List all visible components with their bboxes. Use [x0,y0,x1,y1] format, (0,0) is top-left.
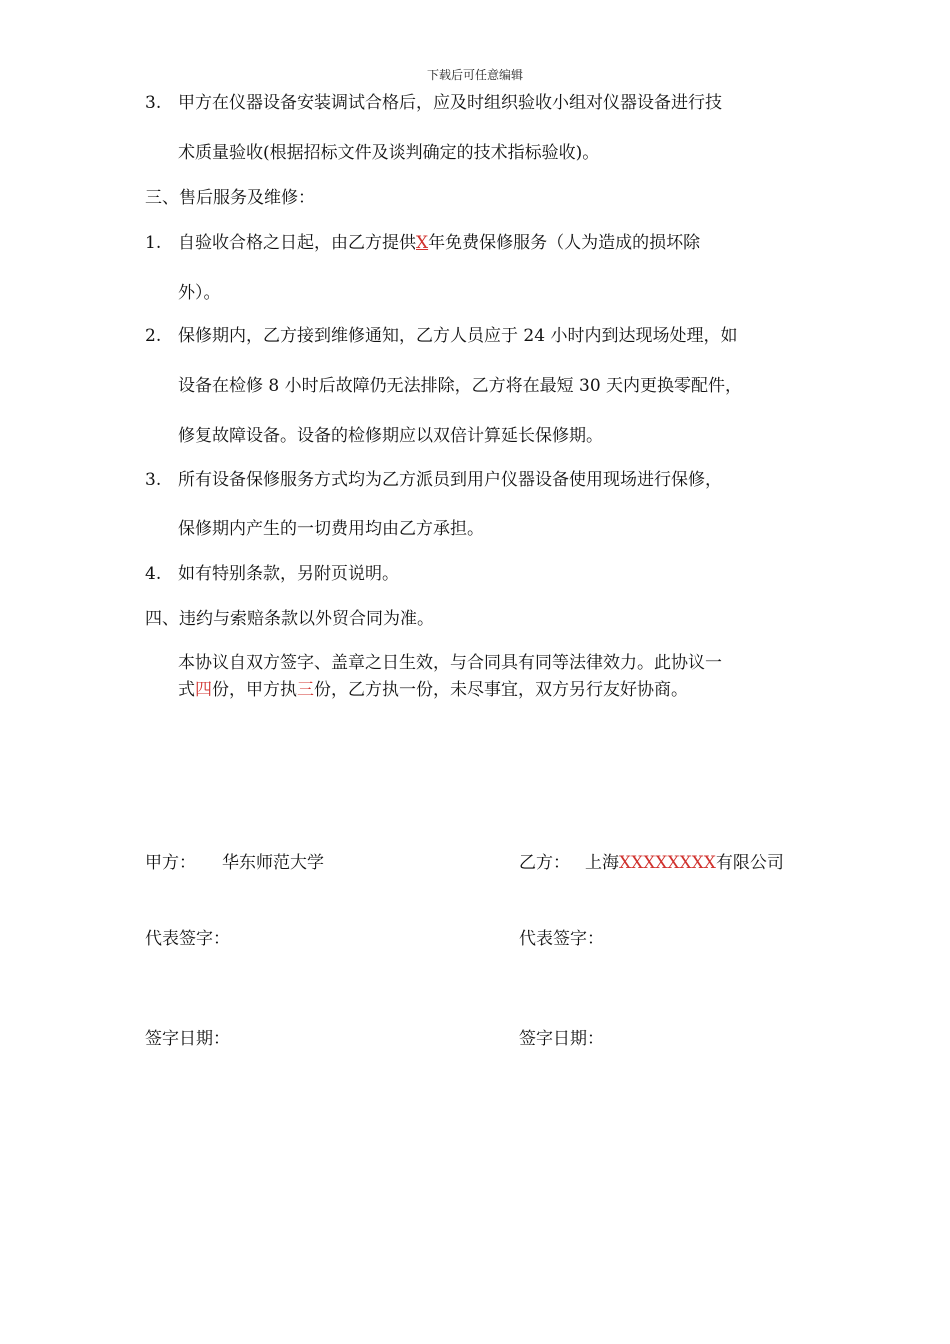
list-number: 1. [145,233,162,253]
text-segment: 式 [178,680,195,700]
party-b-label: 乙方： [519,853,570,873]
list-text: 设备在检修 8 小时后故障仍无法排除，乙方将在最短 30 天内更换零配件， [178,376,743,396]
highlight-text: X [416,233,429,253]
list-number: 3. [145,470,162,490]
paragraph-text: 本协议自双方签字、盖章之日生效，与合同具有同等法律效力。此协议一 [178,653,722,673]
list-text: 外）。 [178,283,221,303]
section-heading-text: 四、违约与索赔条款以外贸合同为准。 [145,609,434,629]
party-a-label: 甲方： [145,853,196,873]
text-segment: 上海 [585,853,619,873]
list-number: 4. [145,564,162,584]
highlight-text: 三 [297,680,314,700]
text-segment: 自验收合格之日起，由乙方提供 [178,233,416,253]
text-segment: 份，甲方执 [212,680,297,700]
party-b-name [585,852,784,874]
list-text: 术质量验收(根据招标文件及谈判确定的技术指标验收)。 [178,143,600,163]
highlight-text: XXXXXXXX [619,853,716,873]
text-segment: 有限公司 [715,853,784,873]
list-text: 所有设备保修服务方式均为乙方派员到用户仪器设备使用现场进行保修， [178,470,722,490]
list-number: 2. [145,326,162,346]
list-text: 如有特别条款，另附页说明。 [178,564,399,584]
list-text: 保修期内，乙方接到维修通知，乙方人员应于 24 小时内到达现场处理，如 [178,326,738,346]
text-segment: 年免费保修服务（人为造成的损坏除 [428,233,701,253]
party-b-date-label: 签字日期： [519,1029,604,1049]
party-b-signature-label: 代表签字： [519,929,604,949]
party-a-date-label: 签字日期： [145,1029,230,1049]
highlight-text: 四 [195,680,212,700]
header-note: 下载后可任意编辑 [426,68,523,82]
list-text: 保修期内产生的一切费用均由乙方承担。 [178,519,484,539]
party-a-signature-label: 代表签字： [145,929,230,949]
party-a-name: 华东师范大学 [222,853,324,873]
section-heading-text: 三、售后服务及维修： [145,188,315,208]
list-number: 3. [145,93,162,113]
paragraph-text [178,679,688,701]
list-text: 甲方在仪器设备安装调试合格后，应及时组织验收小组对仪器设备进行技 [178,93,722,113]
list-text [178,232,700,254]
text-segment: 份，乙方执一份，未尽事宜，双方另行友好协商。 [314,680,688,700]
list-text: 修复故障设备。设备的检修期应以双倍计算延长保修期。 [178,426,603,446]
